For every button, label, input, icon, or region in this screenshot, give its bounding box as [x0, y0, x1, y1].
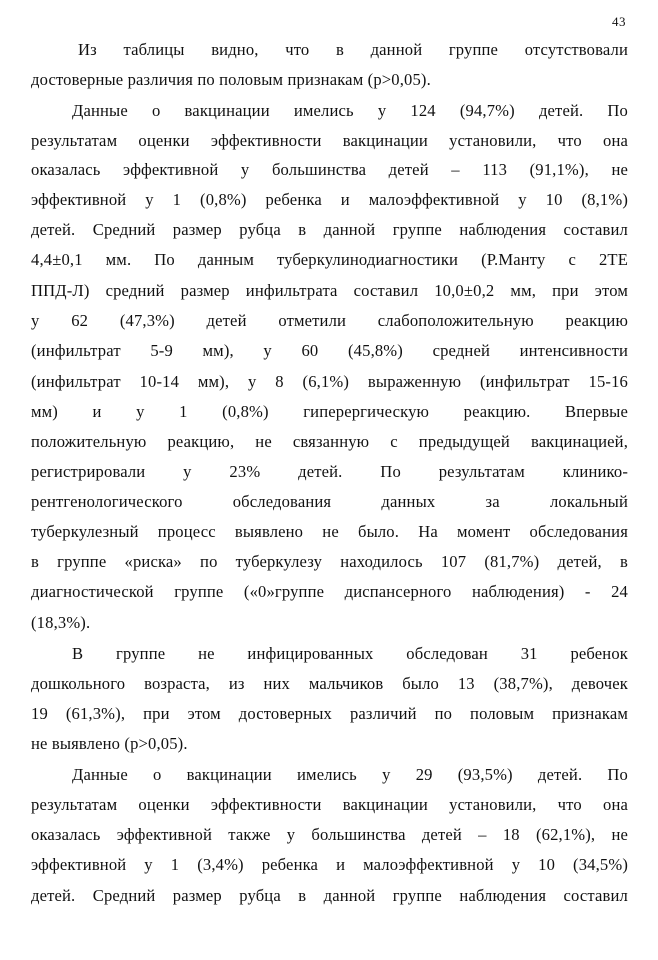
text-line: детей. Средний размер рубца в данной группе наблюдения составил: [31, 220, 628, 239]
text-line: регистрировали у 23% детей. По результатам клинико-: [31, 462, 628, 481]
text-line: оказалась эффективной у большинства детей – 113 (91,1%), не: [31, 160, 628, 179]
text-line: В группе не инфицированных обследован 31 ребенок: [72, 644, 628, 663]
text-line: достоверные различия по половым признакам (р>0,05).: [31, 70, 431, 89]
text-line: рентгенологического обследования данных за локальный: [31, 492, 628, 511]
text-line: (инфильтрат 5-9 мм), у 60 (45,8%) средней интенсивности: [31, 341, 628, 360]
text-line: диагностической группе («0»группе диспансерного наблюдения) - 24: [31, 582, 628, 601]
text-line: ППД-Л) средний размер инфильтрата составил 10,0±0,2 мм, при этом: [31, 281, 628, 300]
text-line: дошкольного возраста, из них мальчиков было 13 (38,7%), девочек: [31, 674, 628, 693]
text-line: в группе «риска» по туберкулезу находилось 107 (81,7%) детей, в: [31, 552, 628, 571]
text-line: (18,3%).: [31, 613, 91, 632]
text-line: оказалась эффективной также у большинства детей – 18 (62,1%), не: [31, 825, 628, 844]
text-line: результатам оценки эффективности вакцинации установили, что она: [31, 131, 628, 150]
text-line: 19 (61,3%), при этом достоверных различий по половым признакам: [31, 704, 628, 723]
text-line: эффективной у 1 (0,8%) ребенка и малоэффективной у 10 (8,1%): [31, 190, 628, 209]
text-line: (инфильтрат 10-14 мм), у 8 (6,1%) выраженную (инфильтрат 15-16: [31, 372, 628, 391]
text-line: 4,4±0,1 мм. По данным туберкулинодиагностики (Р.Манту с 2ТЕ: [31, 250, 628, 269]
text-line: туберкулезный процесс выявлено не было. На момент обследования: [31, 522, 628, 541]
text-line: мм) и у 1 (0,8%) гиперергическую реакцию. Впервые: [31, 402, 628, 421]
text-line: Данные о вакцинации имелись у 124 (94,7%) детей. По: [72, 101, 628, 120]
text-line: положительную реакцию, не связанную с предыдущей вакцинацией,: [31, 432, 628, 451]
text-line: Из таблицы видно, что в данной группе отсутствовали: [78, 40, 628, 59]
page-number: 43: [612, 14, 626, 29]
text-line: детей. Средний размер рубца в данной группе наблюдения составил: [31, 886, 628, 905]
text-line: не выявлено (р>0,05).: [31, 734, 188, 753]
text-line: эффективной у 1 (3,4%) ребенка и малоэффективной у 10 (34,5%): [31, 855, 628, 874]
text-line: Данные о вакцинации имелись у 29 (93,5%) детей. По: [72, 765, 628, 784]
text-line: результатам оценки эффективности вакцинации установили, что она: [31, 795, 628, 814]
text-line: у 62 (47,3%) детей отметили слабоположительную реакцию: [31, 311, 628, 330]
